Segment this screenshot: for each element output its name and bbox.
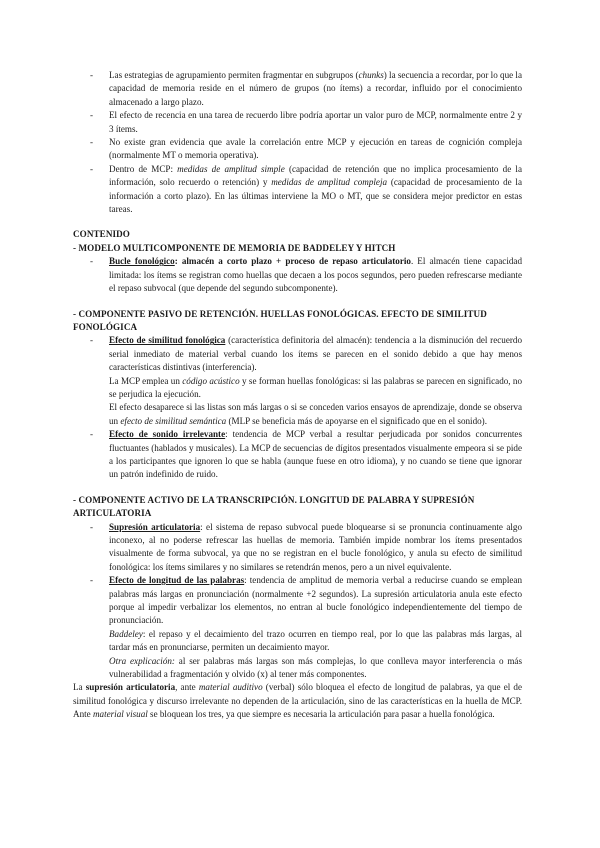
para-text: al ser palabras más largas son más complejas, lo que conlleva mayor interferencia o más vulnerabilidad a fragmentación y olvido (x) al tener más componentes. [109, 655, 522, 680]
bullet-item [0, 521, 600, 575]
para-text: (verbal) sólo bloquea el efecto de longitud de palabras, ya que el de similitud fonológica y discurso irrelevante no dependen de la articulación, sino de las características en la huella de MCP. Ante [73, 682, 522, 720]
modelo-heading: - MODELO MULTICOMPONENTE DE MEMORIA DE BADDELEY Y HITCH [73, 242, 396, 253]
bullet-item [0, 69, 600, 109]
bullet-text: Dentro de MCP: [109, 163, 178, 174]
bullet-text: (capacidad de retención que no implica procesamiento de la información, solo recuerdo o retención) y [109, 163, 522, 188]
bullet-text: Las estrategias de agrupamiento permiten fragmentar en subgrupos ( [109, 70, 359, 80]
bullet-text-italic: medidas de amplitud compleja [271, 177, 388, 188]
para-text: La [73, 682, 86, 693]
bullet-text: ) la secuencia a recordar, por lo que la capacidad de memoria reside en el número de grupos (no ítems) a recordar, influido por el conocimiento almacenado a largo plazo. [109, 70, 522, 107]
paragraph [0, 375, 600, 402]
bullet-dash: - [90, 163, 94, 174]
para-text: El efecto desaparece si las listas son más largas o si se conceden varios ensayos de aprendizaje, donde se observa un [109, 402, 522, 426]
bullet-dash: - [90, 137, 94, 148]
bullet-dash: - [90, 335, 94, 346]
bullet-dash: - [90, 256, 94, 267]
para-text: , ante [175, 682, 199, 693]
paragraph [0, 401, 600, 428]
para-text-italic: código acústico [182, 375, 240, 386]
term-underlined: Supresión articulatoria [109, 521, 201, 532]
bullet-dash: - [90, 575, 94, 586]
term-underlined: Efecto de longitud de las palabras [109, 575, 245, 586]
bullet-item [0, 136, 600, 163]
document-body [0, 69, 600, 722]
section-contenido [0, 228, 600, 295]
term-bold: : almacén a corto plazo + proceso de repaso articulatorio [174, 256, 411, 267]
final-paragraph [0, 681, 600, 721]
para-text-italic: Baddeley [109, 628, 143, 639]
paragraph [0, 655, 600, 682]
section-activo [0, 494, 600, 722]
para-text-italic: material visual [92, 709, 148, 720]
activo-heading: - COMPONENTE ACTIVO DE LA TRANSCRIPCIÓN. LONGITUD DE PALABRA Y SUPRESIÓN ARTICULATORIA [73, 494, 475, 519]
pasivo-heading: - COMPONENTE PASIVO DE RETENCIÓN. HUELLAS FONOLÓGICAS. EFECTO DE SIMILITUD FONOLÓGICA [73, 308, 487, 332]
para-text: La MCP emplea un [109, 375, 183, 386]
bullet-item [0, 574, 600, 628]
bullet-item [0, 334, 600, 374]
top-bullet-list [0, 69, 600, 216]
bullet-text: : tendencia de amplitud de memoria verbal a reducirse cuando se emplean palabras más largas en pronunciación (normalmente +2 segundos). La supresión articulatoria anula este efecto porque al impedir verbalizar los elementos, no entran al bucle fonológico independientemente del tiempo de pronunciación. [109, 575, 522, 626]
para-text-italic: material auditivo [198, 682, 263, 693]
bullet-item [0, 255, 600, 295]
contenido-heading: CONTENIDO [73, 229, 130, 240]
para-text: (MLP se beneficia más de apoyarse en el significado que en el sonido). [226, 415, 487, 426]
bullet-text: : el sistema de repaso subvocal puede bloquearse si se pronuncia continuamente algo inconexo, al no poderse refrescar las huellas de memoria. También impide nombrar los ítems presentados visualmente de forma subvocal, ya que no se registran en el bucle fonológico, y anula su efecto de similitud fonológica: los ítems similares y no similares se retendrán menos, pero a un nivel equivalente. [109, 521, 522, 572]
para-text-italic: efecto de similitud semántica [120, 415, 227, 426]
term-underlined: Efecto de sonido irrelevante [109, 429, 226, 440]
bullet-text-italic: medidas de amplitud simple [177, 163, 285, 174]
bullet-text-italic: chunks [358, 70, 384, 80]
bullet-dash: - [90, 429, 94, 440]
paragraph [0, 628, 600, 655]
bullet-text: (característica definitoria del almacén): tendencia a la disminución del recuerdo serial inmediato de material verbal cuando los ítems se parecen en el sonido debido a que hay menos características distintivas (interferencia). [109, 335, 522, 373]
bullet-dash: - [90, 70, 94, 80]
para-text: : el repaso y el decaimiento del trazo ocurren en tiempo real, por lo que las palabras más largas, al tardar más en pronunciarse, permiten un decaimiento mayor. [109, 628, 522, 653]
bullet-item [0, 163, 600, 217]
bullet-item [0, 109, 600, 136]
bullet-dash: - [90, 521, 94, 532]
bullet-dash: - [90, 110, 94, 121]
term-underlined: Bucle fonológico [109, 256, 175, 267]
term-underlined: Efecto de similitud fonológica [109, 335, 226, 346]
bullet-text: . El almacén tiene capacidad limitada: los ítems se registran como huellas que decaen a los pocos segundos, pero pueden refrescarse mediante el repaso subvocal (que depende del segundo subcomponente). [109, 256, 522, 294]
para-text: se bloquean los tres, ya que siempre es necesaria la articulación para pasar a huella fonológica. [147, 709, 495, 720]
bullet-text: No existe gran evidencia que avale la correlación entre MCP y ejecución en tareas de cognición compleja (normalmente MT o memoria operativa). [109, 137, 522, 161]
para-text-italic: Otra explicación: [109, 655, 175, 666]
bullet-text: (capacidad de procesamiento de la información a corto plazo). En las últimas interviene la MO o MT, que se considera mejor predictor en estas tareas. [109, 177, 523, 215]
bullet-text: El efecto de recencia en una tarea de recuerdo libre podría aportar un valor puro de MCP, normalmente entre 2 y 3 ítems. [109, 110, 522, 134]
para-text: y se forman huellas fonológicas: si las palabras se parecen en significado, no se perjudica la ejecución. [109, 375, 523, 399]
para-text-bold: supresión articulatoria [85, 682, 176, 693]
bullet-text: : tendencia de MCP verbal a resultar perjudicada por sonidos concurrentes fluctuantes (hablados y musicales). La MCP de secuencias de dígitos presentados visualmente empeora si se pide a los participantes que ignoren lo que se habla (aunque fuese en otro idioma), y no cuando se tiene que ignorar un patrón indefinido de ruido. [109, 429, 522, 480]
bullet-item [0, 428, 600, 482]
section-pasivo [0, 308, 600, 482]
